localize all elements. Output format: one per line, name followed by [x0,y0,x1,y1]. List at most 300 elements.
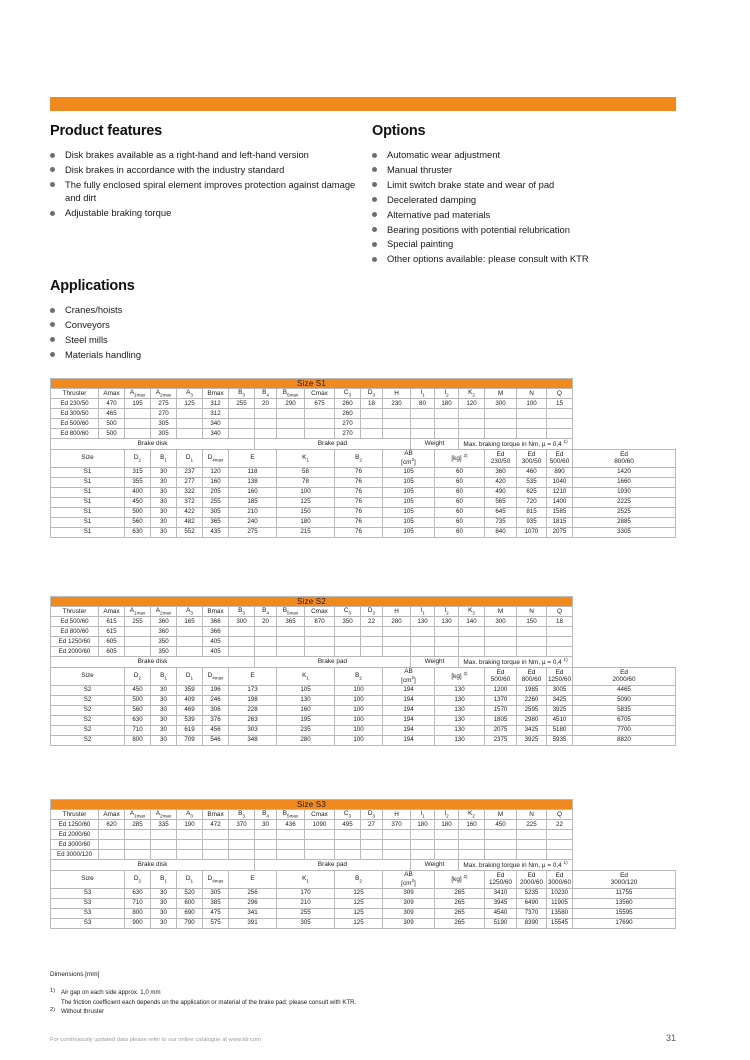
table-cell: 105 [383,487,435,497]
table-cell: 60 [435,507,485,517]
list-item: Adjustable braking torque [50,206,372,219]
table-cell [411,840,435,850]
column-header: N [517,810,547,820]
table-cell [411,429,435,439]
column-header: $B_3$ [229,810,255,820]
column-header: $A_{2max}$ [151,389,177,399]
column-header: E [229,870,277,888]
table-cell: 76 [335,477,383,487]
table-cell: 300 [229,617,255,627]
column-header: Size [51,667,125,685]
table-cell: 405 [203,647,229,657]
table-cell: 105 [383,517,435,527]
table-cell: 60 [435,467,485,477]
table-cell: 335 [151,820,177,830]
table-cell [411,850,435,860]
table-cell: 130 [411,617,435,627]
table-cell [203,840,229,850]
table-cell [547,419,573,429]
table-cell: 315 [125,467,151,477]
table-cell: 1040 [547,477,573,487]
table-cell [435,627,459,637]
table-cell [177,647,203,657]
table-cell [177,850,203,860]
table-cell [411,409,435,419]
table-cell: Ed 300/50 [51,409,99,419]
column-header: $K_2$ [459,607,485,617]
table-cell: 140 [459,617,485,627]
column-header: E [229,449,277,467]
column-header: Q [547,607,573,617]
table-cell: 210 [277,898,335,908]
product-features-list [50,148,372,220]
table-cell: 500 [99,429,125,439]
table-cell: 76 [335,527,383,537]
table-cell [361,429,383,439]
table-cell [229,647,255,657]
spec-table-s1 [50,378,676,538]
table-cell: 76 [335,497,383,507]
group-header: Max. braking torque in Nm, μ = 0,4 $^{1)}$ [459,657,573,667]
table-cell: 60 [435,497,485,507]
table-cell [383,409,411,419]
table-cell: 312 [203,399,229,409]
column-header: $D_3$ [361,607,383,617]
table-cell [277,840,305,850]
table-cell: 2595 [517,705,547,715]
table-cell [411,830,435,840]
table-cell [435,840,459,850]
column-header: $D_3$ [361,389,383,399]
column-header: $B_3$ [229,607,255,617]
column-header: $A_3$ [177,389,203,399]
table-row [51,898,676,908]
table-row [51,637,676,647]
column-header: $A_3$ [177,810,203,820]
table-cell: 422 [177,507,203,517]
table-cell: 340 [203,419,229,429]
table-cell: 3425 [547,695,573,705]
table-cell: 30 [151,735,177,745]
column-header: $C_3$ [335,810,361,820]
table-cell [517,840,547,850]
table-cell [255,637,277,647]
table-cell: 359 [177,685,203,695]
column-header: $B_1$ [151,667,177,685]
table-cell: 190 [177,820,203,830]
column-header: Thruster [51,607,99,617]
table-cell: 20 [255,617,277,627]
table-cell: 185 [229,497,277,507]
table-cell: Ed 500/60 [51,419,99,429]
table-cell: 482 [177,517,203,527]
table-cell: 800 [125,735,151,745]
table-cell: 490 [485,487,517,497]
table-cell [335,647,361,657]
table-cell [459,409,485,419]
column-header: $A_{2max}$ [151,810,177,820]
table-cell [177,409,203,419]
table-cell: 30 [151,705,177,715]
table-cell: 130 [435,715,485,725]
table-cell [435,830,459,840]
table-cell: 305 [203,507,229,517]
column-header: $D_1$ [177,449,203,467]
table-cell: 15545 [547,918,573,928]
table-cell: 372 [177,497,203,507]
table-cell: 303 [229,725,277,735]
table-cell: 237 [177,467,203,477]
table-cell [361,627,383,637]
table-cell: 130 [435,735,485,745]
table-cell [229,419,255,429]
column-header: Ed 3000/60 [547,871,572,887]
table-cell [99,840,125,850]
table-cell: 18 [547,617,573,627]
table-cell [361,840,383,850]
table-cell: 365 [277,617,305,627]
column-header: [kg] $^{2)}$ [435,870,485,888]
table-cell: 58 [277,467,335,477]
table-row [51,429,676,439]
table-cell: 3005 [547,685,573,695]
table-cell: 1070 [517,527,547,537]
table-cell: S2 [51,725,125,735]
table-row [51,715,676,725]
table-cell: 3925 [547,705,573,715]
footnote-text: Air gap on each side approx. 1,0 mm [61,989,161,996]
table-cell: 125 [335,898,383,908]
column-header: $K_2$ [459,389,485,399]
table-cell: 60 [435,517,485,527]
table-cell [517,627,547,637]
table-cell: 391 [229,918,277,928]
column-header: $D_{4max}$ [203,870,229,888]
table-cell [517,637,547,647]
table-cell: 355 [125,477,151,487]
table-cell: 270 [335,429,361,439]
table-cell: 2980 [517,715,547,725]
table-cell: 196 [203,685,229,695]
column-header: Size [51,449,125,467]
table-cell: 180 [277,517,335,527]
table-cell: Ed 500/60 [51,617,99,627]
table-cell [335,840,361,850]
table-cell: S2 [51,735,125,745]
table-cell: 870 [305,617,335,627]
table-cell: 312 [203,409,229,419]
table-cell [125,840,151,850]
table-cell [459,637,485,647]
table-cell [255,840,277,850]
table-cell [383,637,411,647]
table-cell: 500 [99,419,125,429]
column-header: Ed 230/50 [485,449,517,467]
table-cell [459,830,485,840]
table-cell: 690 [177,908,203,918]
table-cell: 552 [177,527,203,537]
table-cell: 575 [203,918,229,928]
table-cell: 460 [517,467,547,477]
table-cell: 456 [203,725,229,735]
product-features-column [50,123,372,267]
table-cell [411,637,435,647]
table-cell [277,647,305,657]
table-cell: 120 [459,399,485,409]
column-header: $D_2$ [125,870,151,888]
table-cell [335,850,361,860]
table-cell [383,840,411,850]
group-header: Brake pad [255,439,411,449]
table-cell: 160 [277,705,335,715]
applications-section [50,278,450,363]
table-cell: 27 [361,820,383,830]
table-cell: 30 [151,725,177,735]
column-header: [kg] $^{2)}$ [435,449,485,467]
table-cell: S1 [51,467,125,477]
table-cell: 80 [411,399,435,409]
table-cell: 265 [435,898,485,908]
table-cell: Ed 2000/60 [51,830,99,840]
table-cell: 1090 [305,820,335,830]
table-cell [305,429,335,439]
column-header: $B_1$ [151,449,177,467]
table-cell: S3 [51,908,125,918]
table-cell: 30 [151,477,177,487]
table-cell: 350 [151,637,177,647]
table-cell: 605 [99,637,125,647]
table-cell: 710 [125,898,151,908]
table-cell [547,840,573,850]
table-cell: 105 [383,527,435,537]
table-cell: 194 [383,725,435,735]
table-cell [277,419,305,429]
table-title: Size S1 [51,379,573,389]
table-row [51,705,676,715]
table-cell: 2885 [573,517,676,527]
table-cell: 365 [203,517,229,527]
table-cell: 105 [383,507,435,517]
table-cell: 625 [517,487,547,497]
table-cell: 6490 [517,898,547,908]
list-item: Cranes/hoists [50,303,450,316]
page-number: 31 [665,1033,676,1043]
table-cell: 600 [177,898,203,908]
table-row [51,725,676,735]
table-cell: 30 [151,685,177,695]
table-cell: 275 [151,399,177,409]
table-cell: 1200 [485,685,517,695]
table-cell: 11755 [573,888,676,898]
column-header: $B_4$ [255,607,277,617]
list-item: Manual thruster [372,163,676,176]
table-cell: 520 [177,888,203,898]
column-header: Cmax [305,810,335,820]
table-cell [547,830,573,840]
table-cell: 305 [151,429,177,439]
table-cell: 5090 [573,695,676,705]
table-cell: 2525 [573,507,676,517]
table-cell [125,409,151,419]
table-cell [177,637,203,647]
table-cell: 309 [383,898,435,908]
table-cell: 620 [99,820,125,830]
table-cell: 8390 [517,918,547,928]
table-cell [255,409,277,419]
column-header: M [485,810,517,820]
table-cell: S1 [51,497,125,507]
table-cell [229,850,255,860]
column-header: $A_{1max}$ [125,607,151,617]
table-cell: 205 [203,487,229,497]
column-header: $I_1$ [411,810,435,820]
table-cell: 280 [383,617,411,627]
table-cell: 5190 [485,918,517,928]
table-cell [485,637,517,647]
table-cell: 840 [485,527,517,537]
table-cell: 118 [229,467,277,477]
column-header: $K_1$ [277,870,335,888]
table-cell: 376 [203,715,229,725]
table-row [51,507,676,517]
table-cell: 300 [485,617,517,627]
table-cell [255,627,277,637]
column-header: E [229,667,277,685]
table-cell [361,850,383,860]
table-cell: 366 [203,627,229,637]
table-cell [305,419,335,429]
table-cell: 255 [229,399,255,409]
table-cell [177,429,203,439]
table-cell: 280 [277,735,335,745]
table-cell: 7700 [573,725,676,735]
table-cell [255,419,277,429]
table-cell: 30 [151,715,177,725]
group-header: Brake disk [51,860,255,870]
table-cell: 260 [335,409,361,419]
table-cell [435,647,459,657]
table-cell: 7370 [517,908,547,918]
table-cell: 470 [99,399,125,409]
table-cell [125,647,151,657]
table-cell [517,647,547,657]
table-cell: 450 [125,685,151,695]
column-header: $D_1$ [177,667,203,685]
column-header: AB $[cm^2]$ [383,870,435,888]
table-row [51,467,676,477]
table-cell: 160 [229,487,277,497]
table-cell [335,627,361,637]
table-cell: 5235 [517,888,547,898]
table-cell [229,840,255,850]
table-cell: 3925 [517,735,547,745]
table-cell: 15595 [573,908,676,918]
table-cell: 15 [547,399,573,409]
table-cell [435,637,459,647]
table-cell: 370 [229,820,255,830]
column-header: $D_2$ [125,449,151,467]
table-cell: 500 [125,507,151,517]
table-cell: 469 [177,705,203,715]
table-cell [435,850,459,860]
table-cell [547,409,573,419]
column-header: $B_{5max}$ [277,389,305,399]
table-cell [203,850,229,860]
table-cell: 735 [485,517,517,527]
column-header: $C_3$ [335,389,361,399]
table-cell [411,419,435,429]
table-cell [383,627,411,637]
table-cell: 309 [383,908,435,918]
table-cell: 309 [383,888,435,898]
table-cell: S3 [51,898,125,908]
table-cell: 500 [125,695,151,705]
footnote-marker: 2) [50,1007,55,1013]
table-cell: 130 [435,705,485,715]
table-cell: 3410 [485,888,517,898]
table-cell: 645 [485,507,517,517]
dimensions-note: Dimensions [mm] [50,971,100,978]
table-cell: 619 [177,725,203,735]
table-cell: 170 [277,888,335,898]
table-cell: 350 [151,647,177,657]
table-cell: 100 [517,399,547,409]
table-cell: 125 [335,908,383,918]
options-column [372,123,676,267]
table-cell: 120 [203,467,229,477]
column-header: Ed 2000/60 [517,870,547,888]
table-cell: 3945 [485,898,517,908]
table-cell: 60 [435,487,485,497]
table-cell [459,627,485,637]
footnote-1-sub: The friction coefficient each depends on the application or material of the brake pad; please consult with KTR. [61,998,357,1006]
table-cell: 255 [203,497,229,507]
table-row [51,617,676,627]
table-row [51,695,676,705]
table-cell [547,627,573,637]
table-cell [277,850,305,860]
header-accent-bar [50,97,676,111]
table-cell: 546 [203,735,229,745]
footnote-1 [50,988,356,998]
table-cell [125,419,151,429]
group-header: Weight [411,860,459,870]
table-cell [255,647,277,657]
table-cell: 78 [277,477,335,487]
column-header: $D_2$ [125,667,151,685]
column-header: Ed 500/60 [547,449,573,467]
table-cell: S1 [51,477,125,487]
column-header: $K_1$ [277,667,335,685]
table-cell: S2 [51,715,125,725]
table-cell [229,409,255,419]
table-cell [335,637,361,647]
table-cell: 22 [361,617,383,627]
table-cell: 935 [517,517,547,527]
table-cell: 2375 [485,735,517,745]
table-cell: 1660 [573,477,676,487]
column-header: $K_1$ [277,449,335,467]
column-header: M [485,607,517,617]
table-cell: Ed 1250/60 [51,820,99,830]
table-cell [485,409,517,419]
column-header: Cmax [305,607,335,617]
column-header: Q [547,389,573,399]
table-cell: 228 [229,705,277,715]
table-cell: 100 [335,725,383,735]
column-header: AB $[cm^2]$ [383,667,435,685]
table-cell [305,647,335,657]
